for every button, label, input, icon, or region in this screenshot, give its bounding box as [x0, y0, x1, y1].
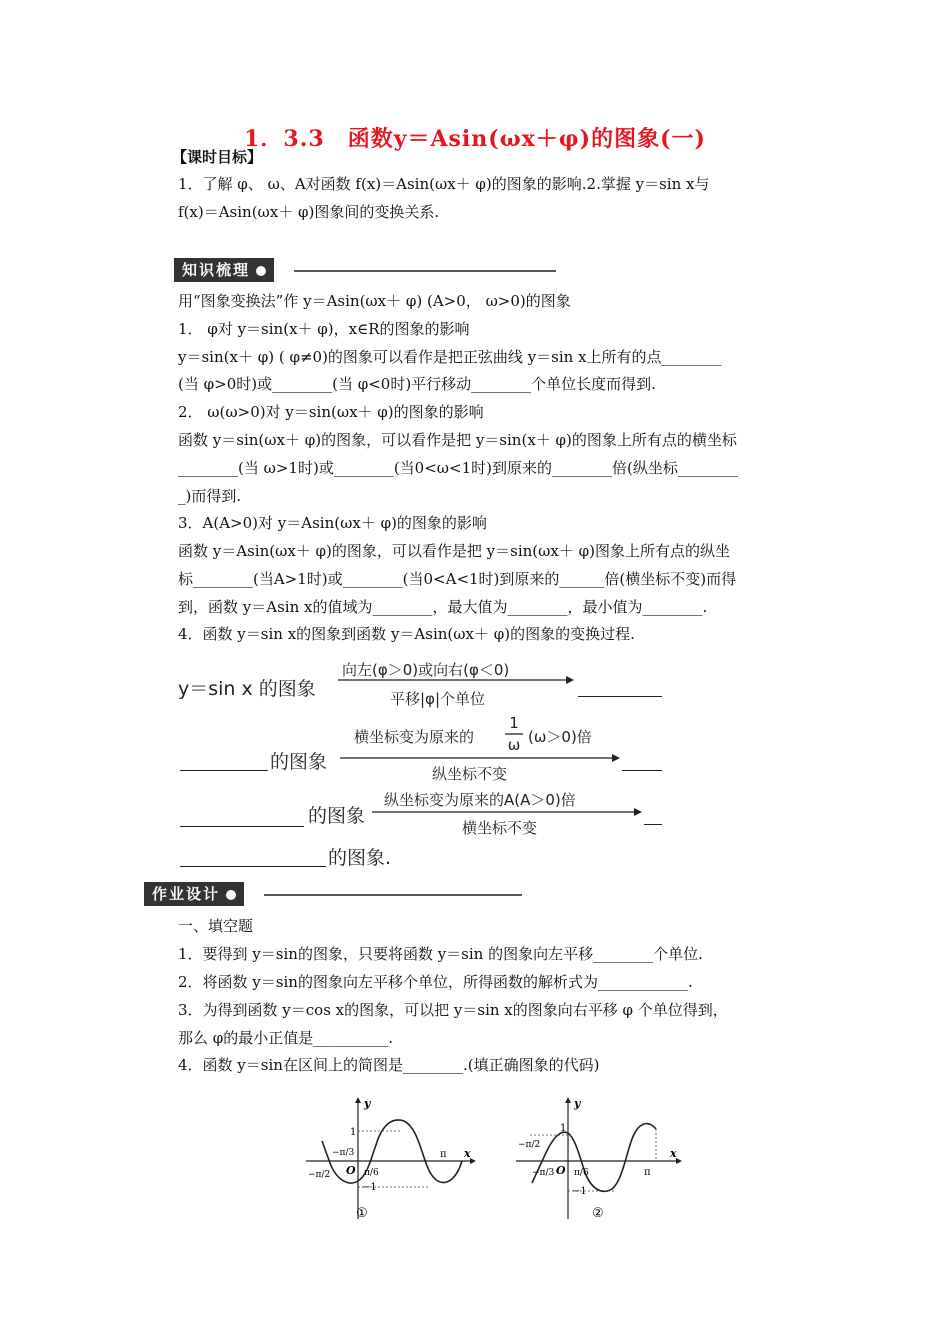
goals-header: 【课时目标】 — [172, 148, 263, 166]
knowledge-intro: 用“图象变换法”作 y＝Asin(ωx＋ φ) (A>0， ω>0)的图象 — [178, 292, 571, 310]
flow-frac-den: ω — [507, 736, 521, 754]
knowledge-p3-head: 3．A(A>0)对 y＝Asin(ωx＋ φ)的图象的影响 — [178, 514, 487, 532]
flow-arrow1-top: 向左(φ＞0)或向右(φ＜0) — [342, 661, 510, 679]
tick-one: 1 — [350, 1127, 357, 1138]
tick-neg-one: −1 — [362, 1182, 377, 1193]
flow-arrow2-top: 横坐标变为原来的 — [354, 728, 475, 746]
tick-left-bottom: −π/3 — [532, 1168, 555, 1178]
tick-neg-one: −1 — [572, 1186, 587, 1197]
tick-left-top: −π/2 — [518, 1140, 541, 1150]
graph-option-1-label: ① — [356, 1206, 368, 1221]
homework-q3-line-2: 那么 φ的最小正值是__________. — [178, 1029, 394, 1047]
tick-pi: π — [644, 1167, 651, 1178]
section-homework — [144, 882, 244, 906]
flow-graph-label: 的图象 — [270, 751, 328, 773]
flow-arrow3-top: 纵坐标变为原来的A(A＞0)倍 — [384, 791, 576, 809]
tick-pi-6: π/6 — [574, 1168, 589, 1178]
answer-blank — [622, 770, 662, 771]
bullet-dot-icon — [226, 890, 236, 900]
knowledge-p2-head: 2． ω(ω>0)对 y＝sin(ωx＋ φ)的图象的影响 — [178, 403, 484, 421]
answer-blank — [578, 696, 662, 697]
axis-y-label: y — [364, 1097, 371, 1110]
flow-start-label: y＝sin x 的图象 — [178, 678, 316, 700]
answer-blank — [180, 826, 304, 827]
graph-option-1 — [300, 1095, 480, 1225]
origin-label: O — [346, 1164, 356, 1177]
goals-line-2: f(x)＝Asin(ωx＋ φ)图象间的变换关系. — [178, 203, 440, 221]
flow-end-label: 的图象. — [328, 847, 392, 869]
section-rule — [264, 894, 522, 896]
answer-blank — [180, 770, 268, 771]
axis-x-label: x — [670, 1147, 677, 1160]
graph-option-2-label: ② — [592, 1206, 604, 1221]
tick-pi-6: π/6 — [364, 1168, 379, 1178]
homework-q2: 2．将函数 y＝sin的图象向左平移个单位，所得函数的解析式为____________. — [178, 973, 693, 991]
section-knowledge-label: 知识梳理 — [174, 258, 274, 282]
answer-blank — [180, 866, 326, 867]
page-title: 1．3.3 函数y＝Asin(ωx＋φ)的图象(一) — [244, 126, 706, 152]
answer-blank — [644, 824, 662, 825]
homework-q4: 4．函数 y＝sin在区间上的简图是________.(填正确图象的代码) — [178, 1056, 600, 1074]
arrow-right-icon — [338, 674, 574, 686]
knowledge-p3-line-2: 标________(当A>1时)或________(当0<A<1时)到原来的______倍(横坐标不变)而得 — [178, 570, 737, 588]
axis-y-label: y — [574, 1097, 581, 1110]
graph-option-2 — [510, 1095, 690, 1225]
homework-q3-line-1: 3．为得到函数 y＝cos x的图象，可以把 y＝sin x的图象向右平移 φ 个单位得到， — [178, 1001, 728, 1019]
tick-one: 1 — [560, 1123, 567, 1134]
flow-frac-num: 1 — [509, 714, 519, 732]
knowledge-p1-line-1: y＝sin(x＋ φ) ( φ≠0)的图象可以看作是把正弦曲线 y＝sin x上所有的点________ — [178, 348, 722, 366]
flow-arrow2-bottom: 纵坐标不变 — [432, 765, 508, 783]
knowledge-p1-line-2: (当 φ>0时)或________(当 φ<0时)平行移动________个单位长度而得到. — [178, 375, 656, 393]
flow-arrow2-top-tail: (ω＞0)倍 — [528, 728, 592, 746]
knowledge-p2-line-3: _)而得到. — [178, 487, 242, 505]
knowledge-p2-line-2: ________(当 ω>1时)或________(当0<ω<1时)到原来的________倍(纵坐标________ — [178, 459, 738, 477]
tick-left-top: −π/3 — [332, 1148, 355, 1158]
knowledge-p1-head: 1． φ对 y＝sin(x＋ φ)，x∈R的图象的影响 — [178, 320, 470, 338]
homework-q1: 1．要得到 y＝sin的图象，只要将函数 y＝sin 的图象向左平移________个单位. — [178, 945, 703, 963]
tick-left-bottom: −π/2 — [308, 1170, 331, 1180]
flow-arrow1-bottom: 平移|φ|个单位 — [390, 690, 486, 708]
flow-arrow3-bottom: 横坐标不变 — [462, 819, 538, 837]
goals-line-1: 1．了解 φ、 ω、A对函数 f(x)＝Asin(ωx＋ φ)的图象的影响.2.掌握 y＝sin x与 — [178, 175, 710, 193]
knowledge-p4-head: 4．函数 y＝sin x的图象到函数 y＝Asin(ωx＋ φ)的图象的变换过程. — [178, 625, 635, 643]
knowledge-p2-line-1: 函数 y＝sin(ωx＋ φ)的图象，可以看作是把 y＝sin(x＋ φ)的图象上所有点的横坐标 — [178, 431, 737, 449]
knowledge-p3-line-3: 到，函数 y＝Asin x的值域为________，最大值为________，最小值为________. — [178, 598, 708, 616]
tick-pi: π — [440, 1149, 447, 1160]
section-homework-label: 作业设计 — [144, 882, 244, 906]
homework-subtitle: 一、填空题 — [178, 917, 254, 935]
axis-x-label: x — [464, 1147, 471, 1160]
flow-graph-label-2: 的图象 — [308, 805, 366, 827]
knowledge-p3-line-1: 函数 y＝Asin(ωx＋ φ)的图象，可以看作是把 y＝sin(ωx＋ φ)图象上所有点的纵坐 — [178, 542, 730, 560]
origin-label: O — [556, 1164, 566, 1177]
